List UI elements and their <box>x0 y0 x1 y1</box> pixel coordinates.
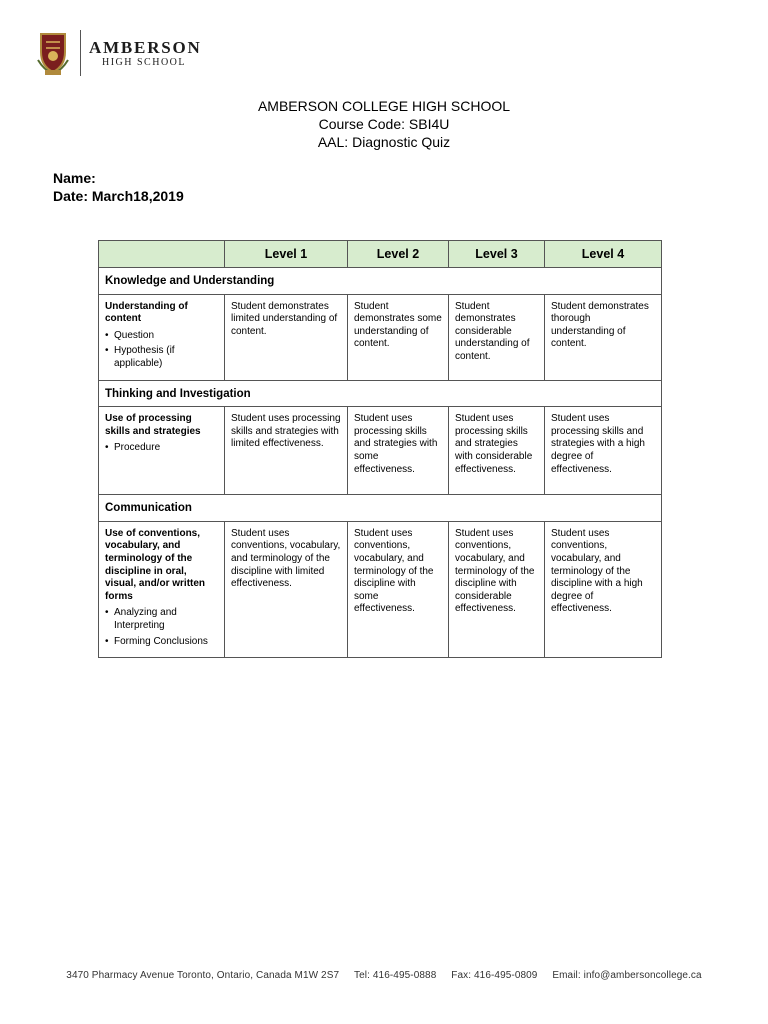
footer-fax: Fax: 416-495-0809 <box>451 970 538 981</box>
criterion-bullets <box>105 330 218 371</box>
descriptor-level-4: Student uses processing skills and strategies with a high degree of effectiveness. <box>545 407 662 495</box>
footer-email: Email: info@ambersoncollege.ca <box>552 970 702 981</box>
rubric-table <box>98 240 662 658</box>
school-name: AMBERSON COLLEGE HIGH SCHOOL <box>257 98 511 114</box>
descriptor-level-2: Student uses processing skills and strategies with some effectiveness. <box>348 407 449 495</box>
section-row <box>99 380 662 407</box>
date-label: Date: March18,2019 <box>53 188 184 204</box>
logo-wordmark: AMBERSON <box>89 37 202 57</box>
header-level-1: Level 1 <box>225 241 348 268</box>
criterion-title: Use of conventions, vocabulary, and terminology of the discipline in oral, visual, and/or written forms <box>105 527 206 602</box>
name-label: Name: <box>53 170 96 186</box>
document-title <box>0 97 768 151</box>
criterion-bullets <box>105 607 218 648</box>
criterion-cell <box>99 407 225 495</box>
header-level-3: Level 3 <box>449 241 545 268</box>
course-code: Course Code: SBI4U <box>318 116 450 132</box>
rubric-header-row <box>99 241 662 268</box>
section-row <box>99 268 662 295</box>
criterion-title: Understanding of content <box>105 300 188 325</box>
page-footer <box>0 970 768 981</box>
descriptor-level-2: Student uses conventions, vocabulary, and terminology of the discipline with some effectiveness. <box>348 521 449 657</box>
descriptor-level-3: Student demonstrates considerable understanding of content. <box>449 294 545 380</box>
criterion-row <box>99 294 662 380</box>
criterion-cell <box>99 521 225 657</box>
descriptor-level-3: Student uses conventions, vocabulary, and terminology of the discipline with considerable effectiveness. <box>449 521 545 657</box>
quiz-title: AAL: Diagnostic Quiz <box>317 134 451 150</box>
criterion-cell <box>99 294 225 380</box>
criterion-title: Use of processing skills and strategies <box>105 413 201 437</box>
criterion-row <box>99 521 662 657</box>
header-blank-cell <box>99 241 225 268</box>
criterion-bullets <box>105 442 218 455</box>
school-crest-icon <box>36 30 70 76</box>
descriptor-level-1: Student uses conventions, vocabulary, and terminology of the discipline with limited effectiveness. <box>225 521 348 657</box>
section-title: Knowledge and Understanding <box>99 268 662 295</box>
descriptor-level-1: Student demonstrates limited understanding of content. <box>225 294 348 380</box>
section-title: Communication <box>99 495 662 522</box>
footer-tel: Tel: 416-495-0888 <box>354 970 437 981</box>
student-info <box>53 169 184 205</box>
logo-subtitle: HIGH SCHOOL <box>102 56 186 68</box>
descriptor-level-1: Student uses processing skills and strategies with limited effectiveness. <box>225 407 348 495</box>
header-level-4: Level 4 <box>545 241 662 268</box>
criterion-bullet: • Procedure <box>105 442 218 455</box>
descriptor-level-3: Student uses processing skills and strategies with considerable effectiveness. <box>449 407 545 495</box>
logo-divider <box>80 30 81 76</box>
criterion-bullet: • Hypothesis (if applicable) <box>105 345 218 370</box>
descriptor-level-4: Student demonstrates thorough understanding of content. <box>545 294 662 380</box>
criterion-bullet: • Forming Conclusions <box>105 636 218 649</box>
section-title: Thinking and Investigation <box>99 380 662 407</box>
footer-address: 3470 Pharmacy Avenue Toronto, Ontario, Canada M1W 2S7 <box>66 970 340 981</box>
criterion-bullet: • Question <box>105 330 218 343</box>
descriptor-level-4: Student uses conventions, vocabulary, and terminology of the discipline with a high degree of effectiveness. <box>545 521 662 657</box>
header-level-2: Level 2 <box>348 241 449 268</box>
school-logo <box>36 30 202 76</box>
criterion-row <box>99 407 662 495</box>
descriptor-level-2: Student demonstrates some understanding of content. <box>348 294 449 380</box>
section-row <box>99 495 662 522</box>
criterion-bullet: • Analyzing and Interpreting <box>105 607 218 632</box>
